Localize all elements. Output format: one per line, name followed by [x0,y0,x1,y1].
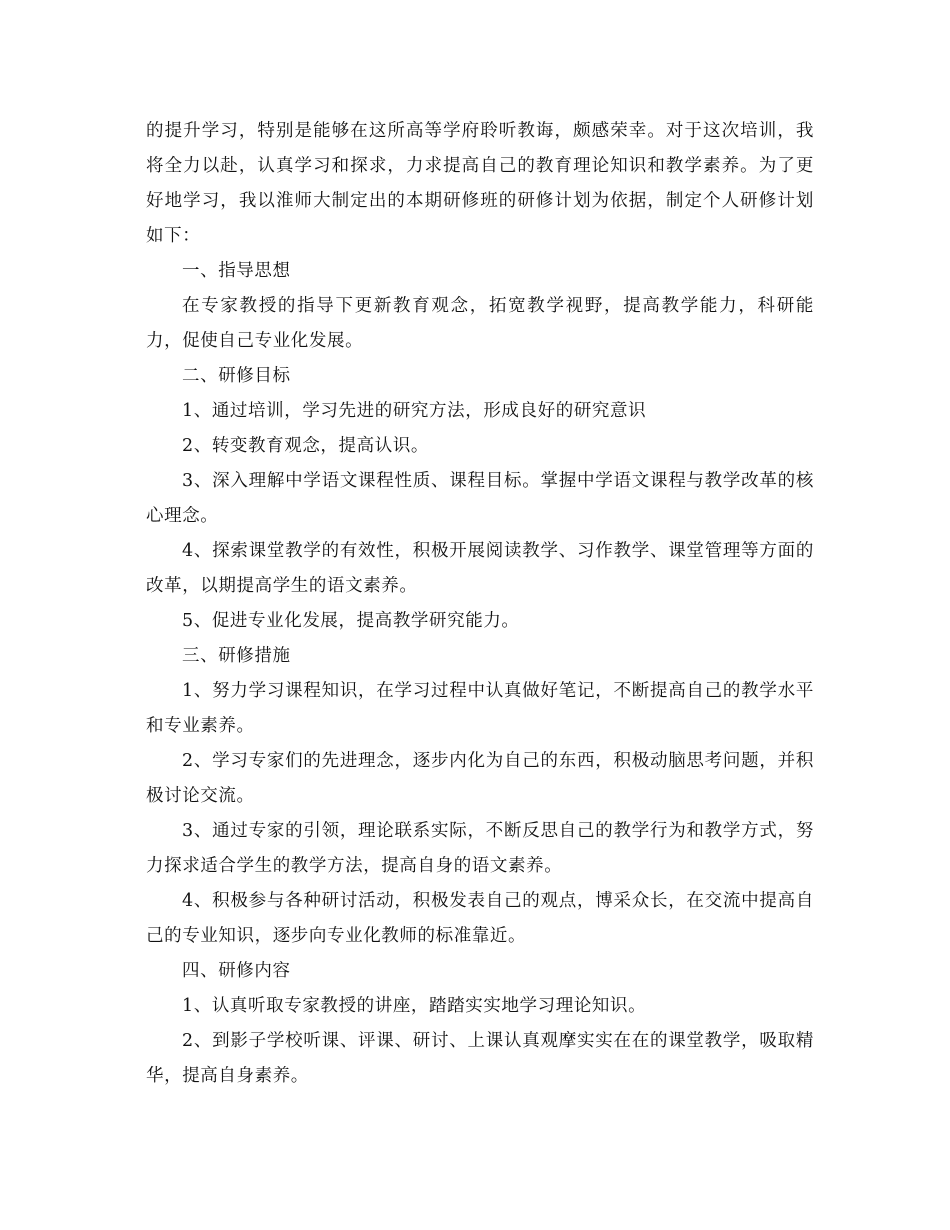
goal-item-5: 5、促进专业化发展，提高教学研究能力。 [182,611,520,631]
goal-item-2: 2、转变教育观念，提高认识。 [182,436,430,456]
section-heading-study-goals: 二、研修目标 [182,366,291,386]
section-heading-study-measures: 三、研修措施 [182,646,291,666]
measure-item-2: 2、学习专家们的先进理念，逐步内化为自己的东西，积极动脑思考问题，并积极讨论交流。 [146,751,814,806]
measure-item-1: 1、努力学习课程知识，在学习过程中认真做好笔记，不断提高自己的教学水平和专业素养。 [146,681,814,736]
measure-item-4: 4、积极参与各种研讨活动，积极发表自己的观点，博采众长，在交流中提高自己的专业知识，逐步向专业化教师的标准靠近。 [146,891,814,946]
content-item-1: 1、认真听取专家教授的讲座，踏踏实实地学习理论知识。 [182,996,647,1016]
document-body [146,114,814,1094]
goal-item-1: 1、通过培训，学习先进的研究方法，形成良好的研究意识 [182,401,647,421]
section-heading-guiding-ideology: 一、指导思想 [182,261,291,281]
paragraph-intro-continuation: 的提升学习，特别是能够在这所高等学府聆听教诲，颇感荣幸。对于这次培训，我将全力以赴，认真学习和探求，力求提高自己的教育理论知识和教学素养。为了更好地学习，我以淮师大制定出的本期研修班的研修计划为依据，制定个人研修计划如下： [146,121,814,246]
content-item-2: 2、到影子学校听课、评课、研讨、上课认真观摩实实在在的课堂教学，吸取精华，提高自身素养。 [146,1031,814,1086]
goal-item-3: 3、深入理解中学语文课程性质、课程目标。掌握中学语文课程与教学改革的核心理念。 [146,471,814,526]
measure-item-3: 3、通过专家的引领，理论联系实际，不断反思自己的教学行为和教学方式，努力探求适合学生的教学方法，提高自身的语文素养。 [146,821,814,876]
goal-item-4: 4、探索课堂教学的有效性，积极开展阅读教学、习作教学、课堂管理等方面的改革，以期提高学生的语文素养。 [146,541,814,596]
paragraph-guiding-ideology: 在专家教授的指导下更新教育观念，拓宽教学视野，提高教学能力，科研能力，促使自己专业化发展。 [146,296,814,351]
section-heading-study-content: 四、研修内容 [182,961,291,981]
